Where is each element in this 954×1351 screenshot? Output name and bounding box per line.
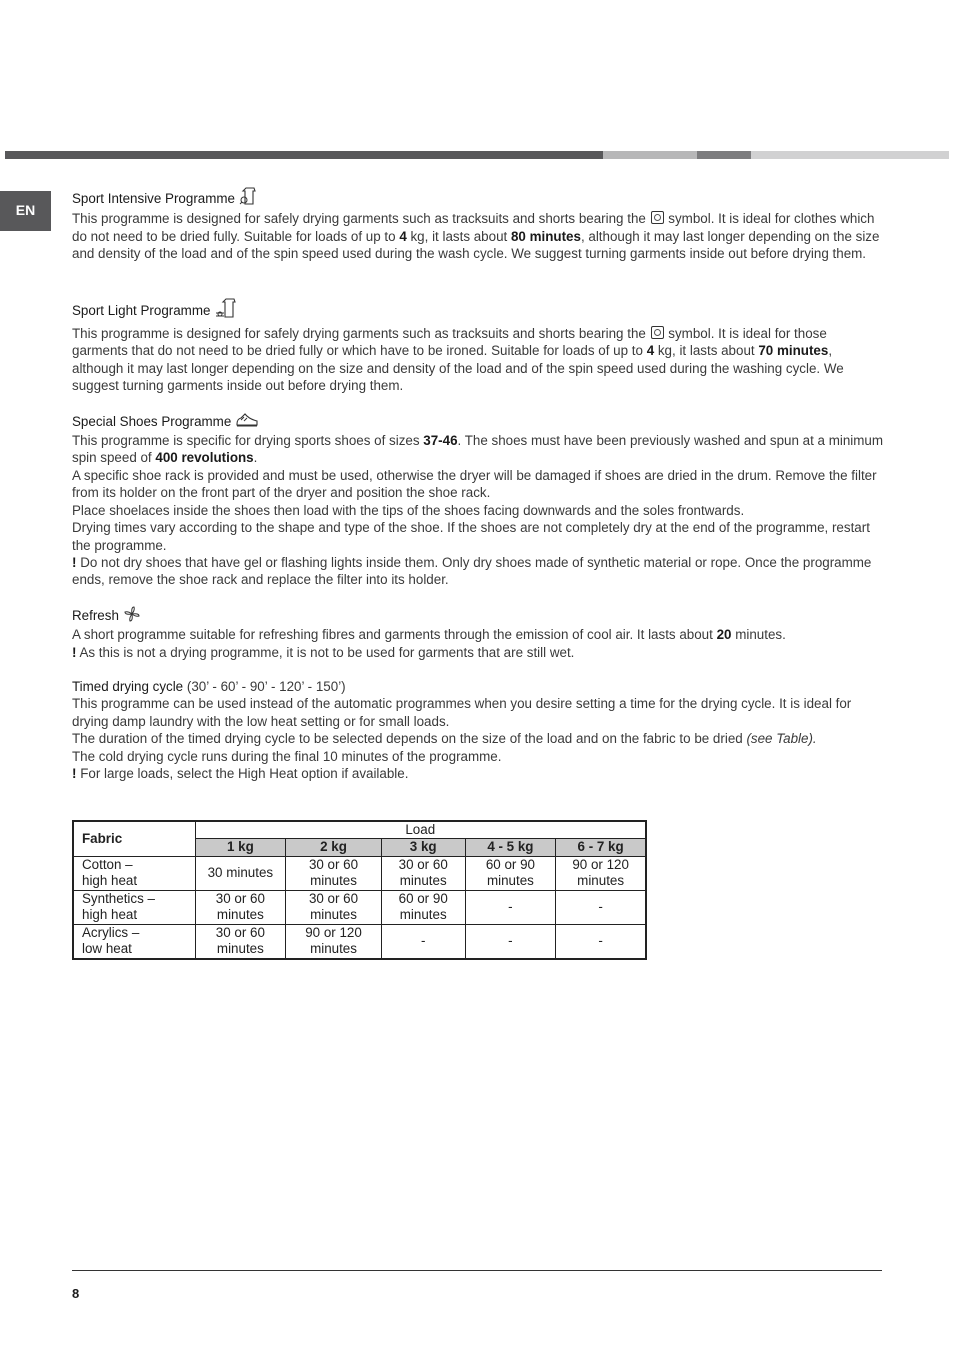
table-row [73,924,646,959]
footer-divider [72,1270,882,1271]
table-cell: - [381,924,465,959]
table-cell: - [556,924,646,959]
special-shoes-para-1: This programme is specific for drying sports shoes of sizes 37-46. The shoes must have been previously washed and spun at a minimum spin speed of 400 revolutions. [72,433,884,466]
refresh-warning: ! As this is not a drying programme, it is not to be used for garments that are still wet. [72,644,575,660]
sport-light-icon [214,297,240,325]
table-header-row [73,821,646,839]
timed-warning: ! For large loads, select the High Heat option if available. [72,765,409,781]
fabric-cell: Synthetics – high heat [73,890,195,924]
section-title: Timed drying cycle [72,678,184,694]
fabric-cell: Acrylics – low heat [73,924,195,959]
shoe-icon [235,412,259,432]
header-color-bar [5,151,949,159]
special-shoes-para-2: A specific shoe rack is provided and must be used, otherwise the dryer will be damaged if shoes are dried in the drum. Remove the filter from its holder on the front part of the dryer and position the shoe rack. [72,467,877,501]
timed-para-2: The duration of the timed drying cycle to be selected depends on the size of the load and on the fabric to be dried (see Table). [72,731,817,747]
table-cell: - [465,924,556,959]
warning-mark: ! [72,644,77,660]
fabric-header: Fabric [73,821,195,856]
sport-light-heading [72,297,884,325]
table-cell: 90 or 120 minutes [556,856,646,890]
warning-mark: ! [72,554,77,570]
header-bar-segment [697,151,751,159]
page-number: 8 [72,1286,80,1301]
table-cell: 30 or 60 minutes [381,856,465,890]
sport-intensive-description: This programme is designed for safely drying garments such as tracksuits and shorts bearing the symbol. It is ideal for clothes which do not need to be dried fully. Suitable for loads of up to 4 kg, it lasts about 80 minutes, although it may last longer depending on the size and density of the load and of the spin speed used during the wash cycle. We suggest turning garments inside out before drying them. [72,211,880,262]
load-column-header: 1 kg [195,839,286,856]
table-cell: - [465,890,556,924]
section-title: Sport Intensive Programme [72,190,235,206]
section-title: Sport Light Programme [72,303,211,319]
sport-intensive-heading [72,186,884,210]
table-cell: 30 or 60 minutes [195,924,286,959]
load-column-header: 3 kg [381,839,465,856]
header-bar-segment [5,151,603,159]
load-column-header: 4 - 5 kg [465,839,556,856]
refresh-para-1: A short programme suitable for refreshing fibres and garments through the emission of cool air. It lasts about 20 minutes. [72,627,786,643]
load-header: Load [195,821,646,839]
sport-intensive-icon [239,186,261,210]
special-shoes-para-4: Drying times vary according to the shape and type of the shoe. If the shoes are not completely dry at the end of the programme, restart the programme. [72,520,870,553]
dryer-symbol-icon [651,211,664,224]
section-title: Special Shoes Programme [72,414,232,430]
dryer-symbol-icon [651,326,664,339]
timed-para-1: This programme can be used instead of the automatic programmes when you desire setting a time for the drying cycle. It is ideal for drying damp laundry with the low heat setting or for small loads. [72,696,852,729]
warning-mark: ! [72,765,77,781]
table-cell: 30 minutes [195,856,286,890]
table-cell: 60 or 90 minutes [465,856,556,890]
table-cell: 60 or 90 minutes [381,890,465,924]
load-column-header: 2 kg [286,839,382,856]
main-content [72,186,884,782]
refresh-heading [72,606,884,626]
special-shoes-warning: ! Do not dry shoes that have gel or flashing lights inside them. Only dry shoes made of synthetic material or rope. Once the programme ends, remove the shoe rack and replace the filter into its holder. [72,554,872,588]
table-cell: 90 or 120 minutes [286,924,382,959]
section-title: Refresh [72,608,119,624]
special-shoes-heading [72,412,884,432]
language-tab: EN [0,191,51,231]
fan-icon [123,606,141,626]
table-row [73,890,646,924]
timed-heading: Timed drying cycle (30’ - 60’ - 90’ - 120’ - 150’) [72,678,346,694]
table-cell: 30 or 60 minutes [286,856,382,890]
drying-time-table [72,820,647,960]
sport-light-description: This programme is designed for safely drying garments such as tracksuits and shorts bearing the symbol. It is ideal for those garments that do not need to be dried fully or which have to be ironed. Suitable for loads of up to 4 kg, it lasts about 70 minutes, although it may last longer depending on the size and density of the load and of the spin speed used during the washing cycle. We suggest turning garments inside out before drying them. [72,326,844,394]
table-cell: 30 or 60 minutes [286,890,382,924]
fabric-cell: Cotton – high heat [73,856,195,890]
table-cell: 30 or 60 minutes [195,890,286,924]
header-bar-segment [603,151,697,159]
special-shoes-para-3: Place shoelaces inside the shoes then load with the tips of the shoes facing downwards and the soles frontwards. [72,502,745,518]
table-cell: - [556,890,646,924]
table-row [73,856,646,890]
header-bar-segment [751,151,949,159]
timed-para-3: The cold drying cycle runs during the final 10 minutes of the programme. [72,748,502,764]
load-column-header: 6 - 7 kg [556,839,646,856]
